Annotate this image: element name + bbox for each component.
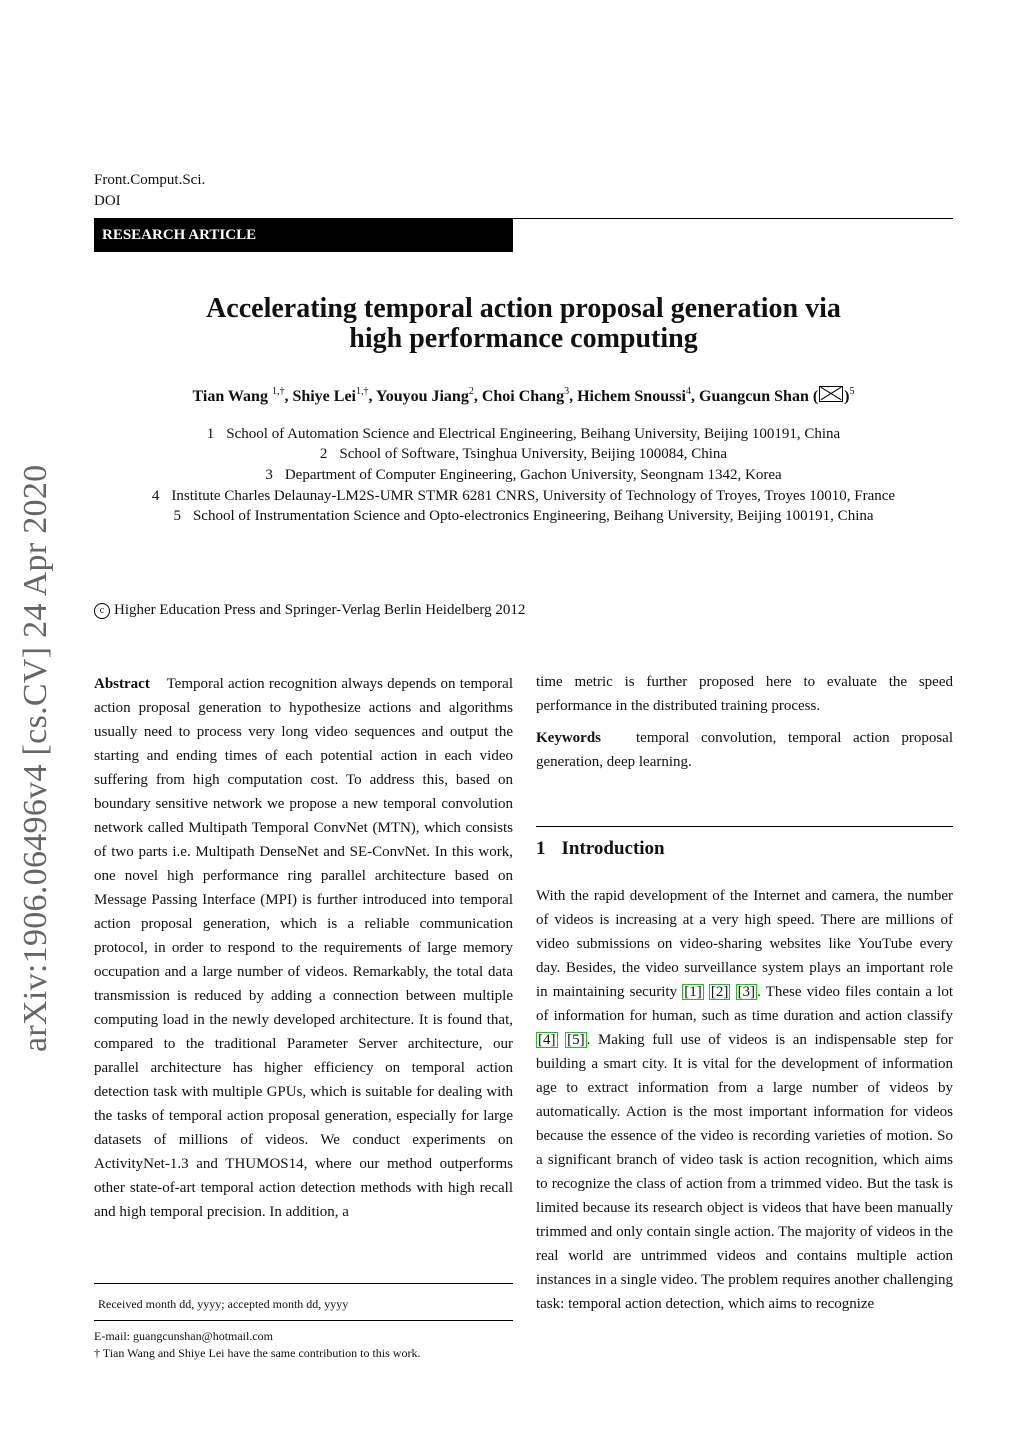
keywords [536, 726, 953, 774]
intro-text: . These video files contain a lot of information for human, such as time duration and action classify [536, 984, 954, 1024]
affiliation [94, 444, 953, 464]
intro-paragraph [536, 884, 953, 1316]
title-line-2: high performance computing [349, 323, 698, 354]
affiliation-number: 1 [206, 426, 215, 442]
doi-label: DOI [94, 193, 121, 209]
author-name: Choi Chang [481, 388, 565, 405]
keywords-label: Keywords [536, 730, 601, 746]
intro-text: . Making full use of videos is an indispensable step for building a smart city. It is vital for the development of information age to extract information from a large number of videos by automatically. Action is the most important information for videos because the essence of the video is recording varieties of motion. So a significant branch of video task is action recognition, which aims to recognize the class of action from a trimmed video. But the task is limited because its research object is videos that have been manually trimmed and only contain single action. The majority of videos in the real world are untrimmed videos and contains multiple action instances in a single video. The problem requires another challenging task: temporal action detection, which aims to recognize [536, 1032, 953, 1312]
email-note[interactable]: E-mail: guangcunshan@hotmail.com [94, 1329, 274, 1343]
affiliation-text: Department of Computer Engineering, Gachon University, Seongnam 1342, Korea [284, 467, 782, 483]
intro-text: With the rapid development of the Internet and camera, the number of videos is increasing at a very high speed. There are millions of video submissions on video-sharing websites like YouTube every day. Besides, the video surveillance system plays an important role in maintaining security [536, 888, 953, 1000]
author-sup: 4 [686, 386, 691, 397]
arxiv-stamp[interactable]: arXiv:1906.06496v4 [cs.CV] 24 Apr 2020 [17, 464, 54, 1052]
abstract-label: Abstract [94, 676, 150, 692]
title-line-1: Accelerating temporal action proposal generation via [206, 293, 841, 324]
affiliation-number: 3 [265, 467, 273, 483]
author-sup: 1,† [271, 386, 285, 397]
affiliation-text: School of Instrumentation Science and Opto-electronics Engineering, Beihang University, Beijing 100191, China [192, 508, 874, 524]
footnote-rule [94, 1283, 513, 1284]
citation-link[interactable]: [5] [567, 1032, 585, 1048]
author-sup: 2 [468, 386, 474, 397]
journal-header [94, 170, 205, 212]
author-name: Tian Wang [192, 388, 268, 405]
citation-link[interactable]: [2] [710, 984, 729, 1000]
section-rule [536, 826, 953, 827]
abstract [94, 672, 513, 1224]
abstract-text: Temporal action recognition always depends on temporal action proposal generation to hypothesize actions and algorithms usually need to process very long video sequences and output the starting and ending times of each potential action in each video suffering from high computation cost. To address this, based on boundary sensitive network we propose a new temporal convolution network called Multipath Temporal ConvNet (MTN), which consists of two parts i.e. Multipath DenseNet and SE-ConvNet. In this work, one novel high performance ring parallel architecture based on Message Passing Interface (MPI) is further introduced into temporal action proposal generation, which is a reliable communication protocol, in order to respond to the requirements of large memory occupation and a large number of videos. Remarkably, the total data transmission is reduced by adding a connection between multiple computing load in the newly developed architecture. It is found that, compared to the traditional Parameter Server architecture, our parallel architecture has higher efficiency on temporal action detection task with multiple GPUs, which is suitable for dealing with the tasks of temporal action proposal generation, especially for large datasets of millions of videos. We conduct experiments on ActivityNet-1.3 and THUMOS14, where our method outperforms other state-of-art temporal action detection methods with high recall and high temporal precision. In addition, a [94, 676, 514, 1220]
author-sup: 5 [849, 386, 855, 397]
section-heading [536, 838, 665, 860]
affiliation [94, 424, 953, 444]
contribution-footnote: † Tian Wang and Shiye Lei have the same contribution to this work. [94, 1346, 421, 1360]
journal-name: Front.Comput.Sci. [94, 172, 206, 188]
affiliation-text: School of Automation Science and Electrical Engineering, Beihang University, Beijing 100191, China [226, 426, 841, 442]
received-note: Received month dd, yyyy; accepted month dd, yyyy [98, 1297, 349, 1311]
affiliation [94, 486, 953, 506]
author-name: Shiye Lei [292, 388, 356, 405]
author-name: Youyou Jiang [375, 388, 469, 405]
affiliation [94, 506, 953, 526]
author-list: Tian Wang $^{1,\dagger}$, Shiye Lei$^{1,\dagger}$, Youyou Jiang$^2$, Choi Chang$^3$, Hichem Snoussi$^4$, Guangcun Shan ( )$^5$ [192, 386, 855, 405]
affiliation-number: 4 [151, 488, 160, 504]
copyright-icon: c [94, 603, 110, 619]
section-title: Introduction [561, 838, 665, 859]
author-name: Guangcun Shan [699, 388, 809, 405]
citation-link[interactable]: [1] [684, 984, 702, 1000]
article-type-badge: RESEARCH ARTICLE [94, 219, 513, 252]
author-name: Hichem Snoussi [577, 388, 686, 405]
author-sup: 1,† [356, 386, 369, 397]
copyright-text: Higher Education Press and Springer-Verlag Berlin Heidelberg 2012 [114, 602, 526, 618]
affiliation-number: 2 [319, 446, 328, 462]
affiliation-text: School of Software, Tsinghua University, Beijing 100084, China [339, 446, 728, 462]
citation-link[interactable]: [3] [737, 984, 756, 1000]
paper-title [94, 294, 953, 354]
copyright-line [94, 602, 525, 619]
section-number: 1 [536, 838, 546, 859]
footnote-rule [94, 1320, 513, 1321]
abstract-continued: time metric is further proposed here to evaluate the speed performance in the distributed training process. [536, 674, 953, 714]
affiliation [94, 465, 953, 485]
author-sup: 3 [564, 386, 570, 397]
affiliation-number: 5 [173, 508, 181, 524]
keywords-text: temporal convolution, temporal action proposal generation, deep learning. [536, 730, 953, 770]
affiliation-text: Institute Charles Delaunay-LM2S-UMR STMR 6281 CNRS, University of Technology of Troyes, Troyes 10010, France [171, 488, 896, 504]
citation-link[interactable]: [4] [538, 1032, 556, 1048]
envelope-icon [819, 386, 843, 402]
